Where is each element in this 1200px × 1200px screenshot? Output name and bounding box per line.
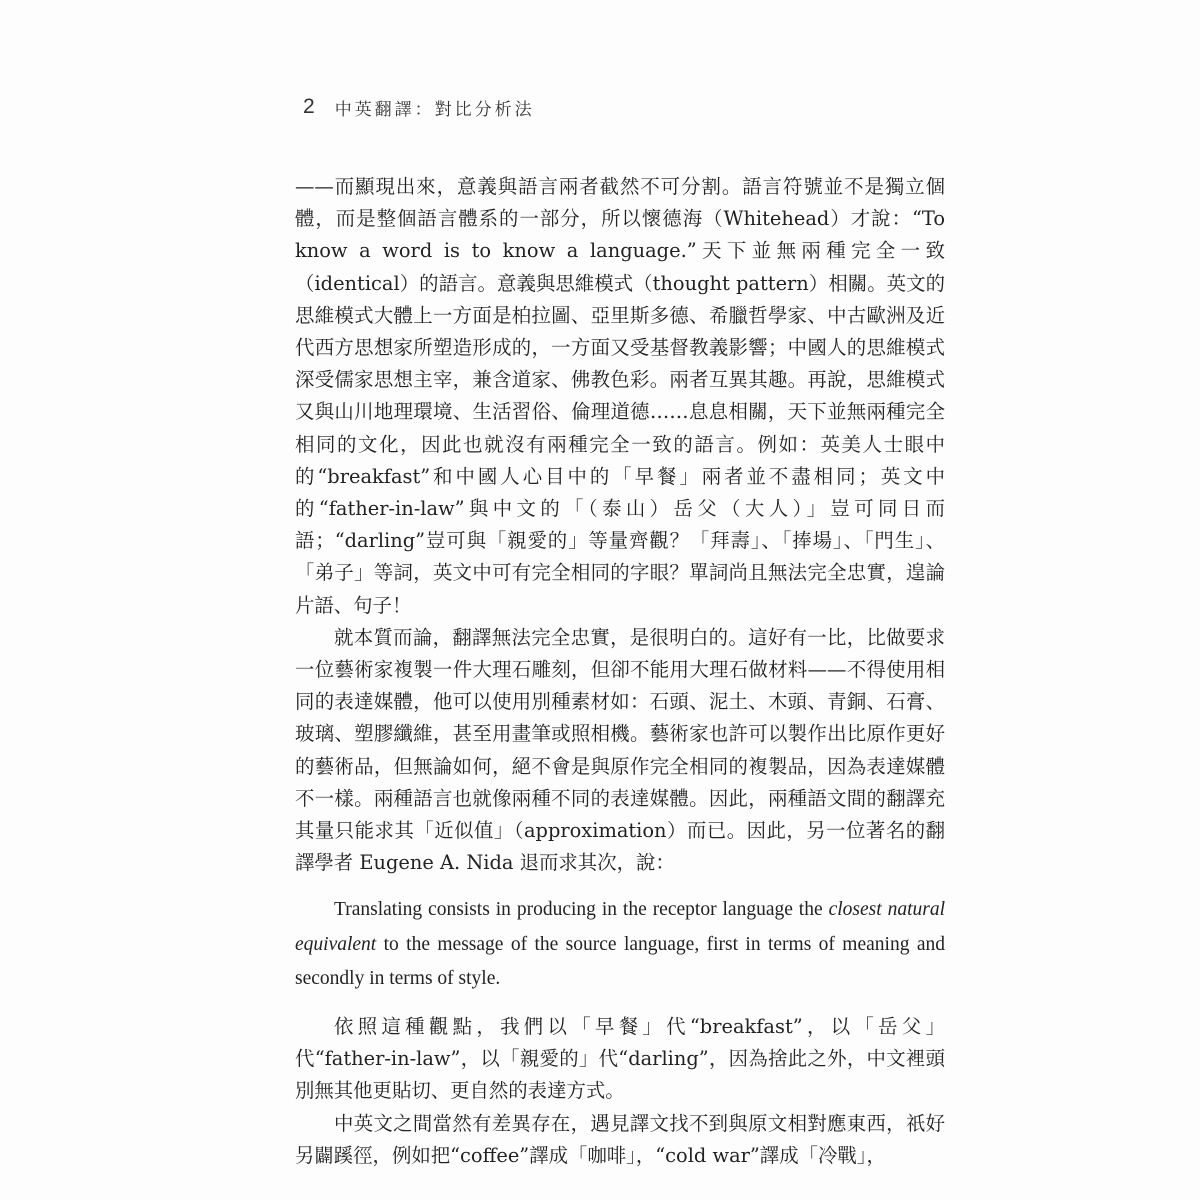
paragraph-1: ——而顯現出來，意義與語言兩者截然不可分割。語言符號並不是獨立個體，而是整個語言體系的一部分，所以懷德海（Whitehead）才說：“To know a word is to know a language.”天下並無兩種完全一致（identical）的語言。意義與思維模式（thought pattern）相關。英文的思維模式大體上一方面是柏拉圖、亞里斯多德、希臘哲學家、中古歐洲及近代西方思想家所塑造形成的，一方面又受基督教義影響；中國人的思維模式深受儒家思想主宰，兼含道家、佛教色彩。兩者互異其趣。再說，思維模式又與山川地理環境、生活習俗、倫理道德……息息相關，天下並無兩種完全相同的文化，因此也就沒有兩種完全一致的語言。例如：英美人士眼中的“breakfast”和中國人心目中的「早餐」兩者並不盡相同；英文中的“father-in-law”與中文的「（泰山）岳父（大人）」豈可同日而語；“darling”豈可與「親愛的」等量齊觀？「拜壽」、「捧場」、「門生」、「弟子」等詞，英文中可有完全相同的字眼？單詞尚且無法完全忠實，遑論片語、句子！ <box>295 175 945 617</box>
body-text <box>295 171 945 1172</box>
paragraph-4: 中英文之間當然有差異存在，遇見譯文找不到與原文相對應東西，祇好另闢蹊徑，例如把“coffee”譯成「咖啡」，“cold war”譯成「冷戰」， <box>295 1111 945 1167</box>
block-quote <box>295 893 945 997</box>
book-title: 中英翻譯：對比分析法 <box>334 99 535 120</box>
quote-text-end: to the message of the source language, first in terms of meaning and secondly in terms of style. <box>295 933 945 990</box>
quote-emphasis: closest natural equivalent <box>295 899 945 955</box>
running-head <box>303 92 535 122</box>
quote-text-start: Translating consists in producing in the receptor language the <box>334 899 829 921</box>
paragraph-2: 就本質而論，翻譯無法完全忠實，是很明白的。這好有一比，比做要求一位藝術家複製一件大理石雕刻，但卻不能用大理石做材料——不得使用相同的表達媒體，他可以使用別種素材如：石頭、泥土、木頭、青銅、石膏、玻璃、塑膠纖維，甚至用畫筆或照相機。藝術家也許可以製作出比原作更好的藝術品，但無論如何，絕不會是與原作完全相同的複製品，因為表達媒體不一樣。兩種語言也就像兩種不同的表達媒體。因此，兩種語文間的翻譯充其量只能求其「近似值」（approximation）而已。因此，另一位著名的翻譯學者 Eugene A. Nida 退而求其次，說： <box>295 625 945 875</box>
paragraph-3: 依照這種觀點，我們以「早餐」代“breakfast”，以「岳父」代“father-in-law”，以「親愛的」代“darling”，因為捨此之外，中文裡頭別無其他更貼切、更自然的表達方式。 <box>295 1014 945 1103</box>
page-number: 2 <box>303 95 315 118</box>
